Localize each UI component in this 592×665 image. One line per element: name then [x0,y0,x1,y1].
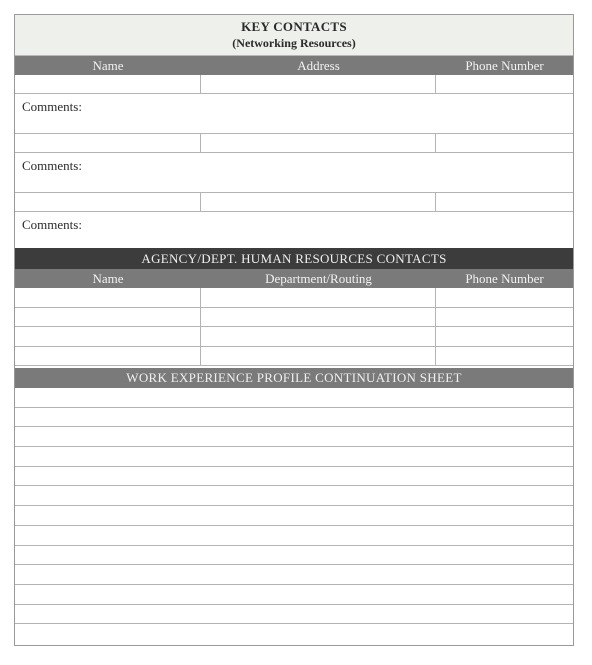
writing-line[interactable] [15,388,573,408]
writing-line[interactable] [15,605,573,625]
contact-address-field[interactable] [201,75,436,93]
writing-line[interactable] [15,585,573,605]
column-header-name: Name [92,58,124,73]
hr-contact-row [15,327,573,347]
key-contacts-title-block [15,15,573,56]
hr-phone-field[interactable] [436,347,573,366]
writing-line[interactable] [15,467,573,487]
column-header-address: Address [297,58,340,73]
hr-department-field[interactable] [201,327,436,346]
continuation-sheet-title: WORK EXPERIENCE PROFILE CONTINUATION SHEET [15,368,573,388]
hr-name-field[interactable] [15,308,201,327]
writing-line[interactable] [15,624,573,644]
column-header-phone: Phone Number [465,58,544,73]
contact-comments-field[interactable] [15,153,573,193]
writing-line[interactable] [15,546,573,566]
hr-department-field[interactable] [201,308,436,327]
writing-line[interactable] [15,506,573,526]
contact-name-field[interactable] [15,193,201,211]
hr-name-field[interactable] [15,327,201,346]
comments-label: Comments: [22,99,82,114]
column-header-department: Department/Routing [265,271,372,286]
hr-department-field[interactable] [201,347,436,366]
writing-line[interactable] [15,408,573,428]
hr-phone-field[interactable] [436,288,573,307]
contact-phone-field[interactable] [436,75,573,93]
contact-name-field[interactable] [15,75,201,93]
hr-contact-row [15,288,573,308]
writing-line[interactable] [15,565,573,585]
contact-comments-field[interactable] [15,212,573,248]
contact-phone-field[interactable] [436,193,573,211]
writing-line[interactable] [15,447,573,467]
hr-contact-row [15,308,573,328]
contact-phone-field[interactable] [436,134,573,152]
contacts-form-sheet [14,14,574,646]
key-contacts-title: KEY CONTACTS [241,19,347,34]
hr-contact-row [15,347,573,367]
comments-label: Comments: [22,217,82,232]
writing-line[interactable] [15,427,573,447]
key-contacts-subtitle: (Networking Resources) [232,36,356,50]
key-contacts-header [15,56,573,75]
hr-contacts-header [15,269,573,288]
hr-phone-field[interactable] [436,308,573,327]
contact-comments-field[interactable] [15,94,573,134]
column-header-name: Name [92,271,124,286]
contact-entry-row [15,75,573,94]
writing-line[interactable] [15,486,573,506]
hr-name-field[interactable] [15,288,201,307]
contact-address-field[interactable] [201,134,436,152]
contact-address-field[interactable] [201,193,436,211]
contact-entry-row [15,193,573,212]
writing-line[interactable] [15,526,573,546]
column-header-phone: Phone Number [465,271,544,286]
contact-entry-row [15,134,573,153]
contact-name-field[interactable] [15,134,201,152]
hr-contacts-title: AGENCY/DEPT. HUMAN RESOURCES CONTACTS [15,248,573,269]
continuation-lines [15,388,573,644]
hr-department-field[interactable] [201,288,436,307]
comments-label: Comments: [22,158,82,173]
hr-phone-field[interactable] [436,327,573,346]
hr-name-field[interactable] [15,347,201,366]
